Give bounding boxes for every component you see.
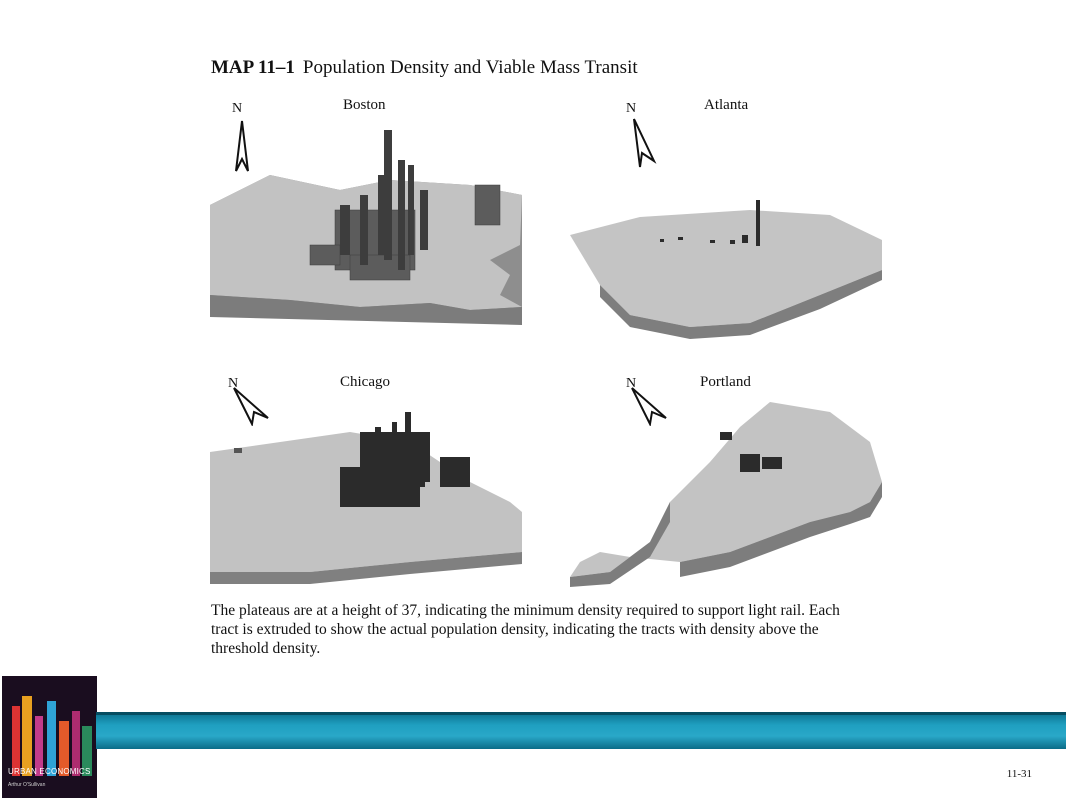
city-label: Chicago bbox=[340, 374, 390, 390]
north-label: N bbox=[626, 376, 637, 391]
map-atlanta bbox=[570, 95, 900, 365]
boston-map-graphic bbox=[210, 95, 540, 365]
city-skyline-icon bbox=[2, 676, 97, 798]
atlanta-map-graphic bbox=[570, 95, 900, 365]
book-title: URBAN ECONOMICS bbox=[8, 767, 91, 776]
north-label: N bbox=[228, 376, 239, 391]
city-label: Boston bbox=[343, 97, 386, 113]
map-boston bbox=[210, 95, 540, 365]
city-label: Atlanta bbox=[704, 97, 749, 113]
north-label: N bbox=[626, 101, 637, 116]
north-label: N bbox=[232, 101, 243, 116]
figure-caption: The plateaus are at a height of 37, indicating the minimum density required to support light rail. Each tract is extruded to show the actual population density, indicating the tracts with density above the threshold density. bbox=[211, 602, 840, 657]
figure-number: MAP 11–1 bbox=[211, 57, 295, 78]
page-number: 11-31 bbox=[1006, 768, 1032, 780]
book-author: Arthur O'Sullivan bbox=[8, 782, 46, 788]
book-cover-thumbnail bbox=[2, 676, 97, 798]
figure-heading: Population Density and Viable Mass Transit bbox=[302, 57, 638, 78]
city-label: Portland bbox=[700, 374, 751, 390]
figure-title bbox=[211, 57, 638, 79]
footer-bar bbox=[96, 712, 1066, 749]
